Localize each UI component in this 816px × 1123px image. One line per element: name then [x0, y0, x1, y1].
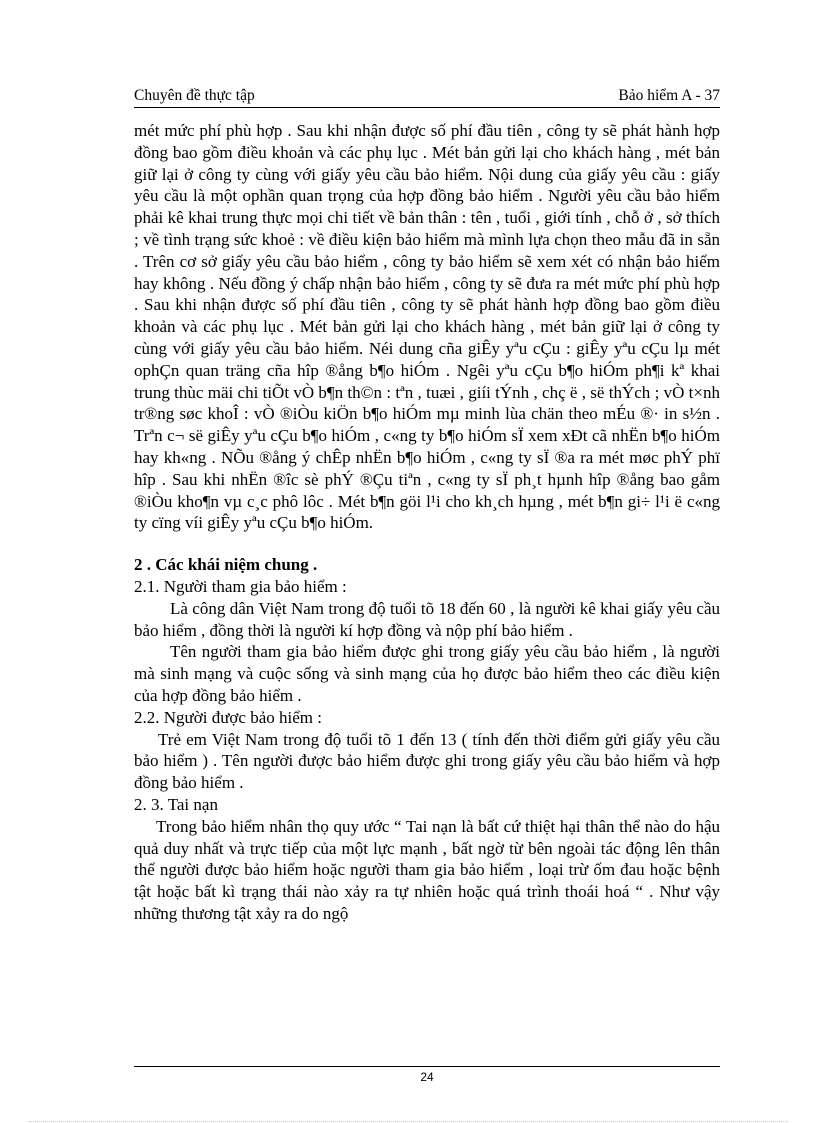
- page-body: [134, 120, 720, 925]
- paragraph-2-1-b: Tên người tham gia bảo hiểm được ghi trong giấy yêu cầu bảo hiểm , là người mà sinh mạng và cuộc sống và sinh mạng của họ được bảo hiểm theo các điều kiện của hợp đồng bảo hiểm .: [134, 642, 720, 705]
- page-header: [134, 87, 720, 108]
- page-number: 24: [420, 1070, 434, 1084]
- subheading-2-1: 2.1. Người tham gia bảo hiểm :: [134, 576, 347, 596]
- subheading-2-2: 2.2. Người được bảo hiểm :: [134, 707, 322, 727]
- header-title: Chuyên đề thực tập: [134, 87, 255, 104]
- subheading-2-3: 2. 3. Tai nạn: [134, 794, 218, 814]
- header-code: Bảo hiểm A - 37: [618, 87, 720, 104]
- paragraph-2-2: Trẻ em Việt Nam trong độ tuổi tõ 1 đến 13 ( tính đến thời điểm gửi giấy yêu cầu bảo hiểm ) . Tên người được bảo hiểm được ghi trong giấy yêu cầu bảo hiểm và hợp đồng bảo hiểm .: [134, 729, 720, 793]
- paragraph-2-3: Trong bảo hiểm nhân thọ quy ước “ Tai nạn là bất cứ thiệt hại thân thể nào do hậu quả duy nhất và trực tiếp của một lực mạnh , bất ngờ từ bên ngoài tác động lên thân thể người được bảo hiểm hoặc người tham gia bảo hiểm , loại trừ ốm đau hoặc bệnh tật hoặc bất kì trạng thái nào xảy ra tự nhiên hoặc quá trình thoái hoá “ . Như vậy những thương tật xảy ra do ngộ: [134, 816, 720, 923]
- footer-divider: [134, 1066, 720, 1067]
- paragraph-2-1-a: Là công dân Việt Nam trong độ tuổi tõ 18 đến 60 , là người kê khai giấy yêu cầu bảo hiểm , đồng thời là người kí hợp đồng và nộp phí bảo hiểm .: [134, 598, 720, 640]
- section-heading-2: 2 . Các khái niệm chung .: [134, 555, 318, 575]
- paragraph-intro: mét mức phí phù hợp . Sau khi nhận được số phí đầu tiên , công ty sẽ phát hành hợp đồng bao gồm điều khoản và các phụ lục . Mét bản gửi lại cho khách hàng , mét bản giữ lại ở công ty cùng với giấy yêu cầu bảo hiểm. Nội dung của giấy yêu cầu : giấy yêu cầu là một ophần quan trọng của hợp đồng bảo hiểm . Người yêu cầu bảo hiểm phải kê khai trung thực mọi chi tiết về bản thân : tên , tuổi , giới tính , chỗ ở , sở thích ; về tình trạng sức khoẻ : về điều kiện bảo hiểm mà mình lựa chọn theo mẫu đã in sẵn . Trên cơ sở giấy yêu cầu bảo hiểm , công ty bảo hiểm sẽ xem xét có nhận bảo hiểm hay không . Nếu đồng ý chấp nhận bảo hiểm , công ty sẽ đưa ra mét mức phí phù hợp . Sau khi nhận được số phí đầu tiên , công ty sẽ phát hành hợp đồng bao gồm điều khoản và các phụ lục . Mét bản gửi lại cho khách hàng , mét bản giữ lại ở công ty cùng với giấy yêu cầu bảo hiểm. Néi dung cña giÊy yªu cÇu : giÊy yªu cÇu lµ mét ophÇn quan träng cña hîp ®ång b¶o hiÓm . Ngêi yªu cÇu b¶o hiÓm ph¶i kª khai trung thùc mäi chi tiÕt vÒ b¶n th©n : tªn , tuæi , giíi tÝnh , chç ë , së thÝch ; vÒ t×nh tr®ng søc khoÎ : vÒ ®iÒu kiÖn b¶o hiÓm mµ minh lùa chän theo mÉu ®· in s½n . Trªn c¬ së giÊy yªu cÇu b¶o hiÓm , c«ng ty b¶o hiÓm sÏ xem xÐt cã nhËn b¶o hiÓm hay kh«ng . NÕu ®ång ý chÊp nhËn b¶o hiÓm , c«ng ty sÏ ®a ra mét møc phÝ phï hîp . Sau khi nhËn ®îc sè phÝ ®Çu tiªn , c«ng ty sÏ ph¸t hµnh hîp ®ång bao gåm ®iÒu kho¶n vµ c¸c phô lôc . Mét b¶n göi l¹i cho kh¸ch hµng , mét b¶n gi÷ l¹i ë c«ng ty cïng víi giÊy yªu cÇu b¶o hiÓm.: [134, 121, 720, 533]
- page-edge-divider: [28, 1121, 788, 1122]
